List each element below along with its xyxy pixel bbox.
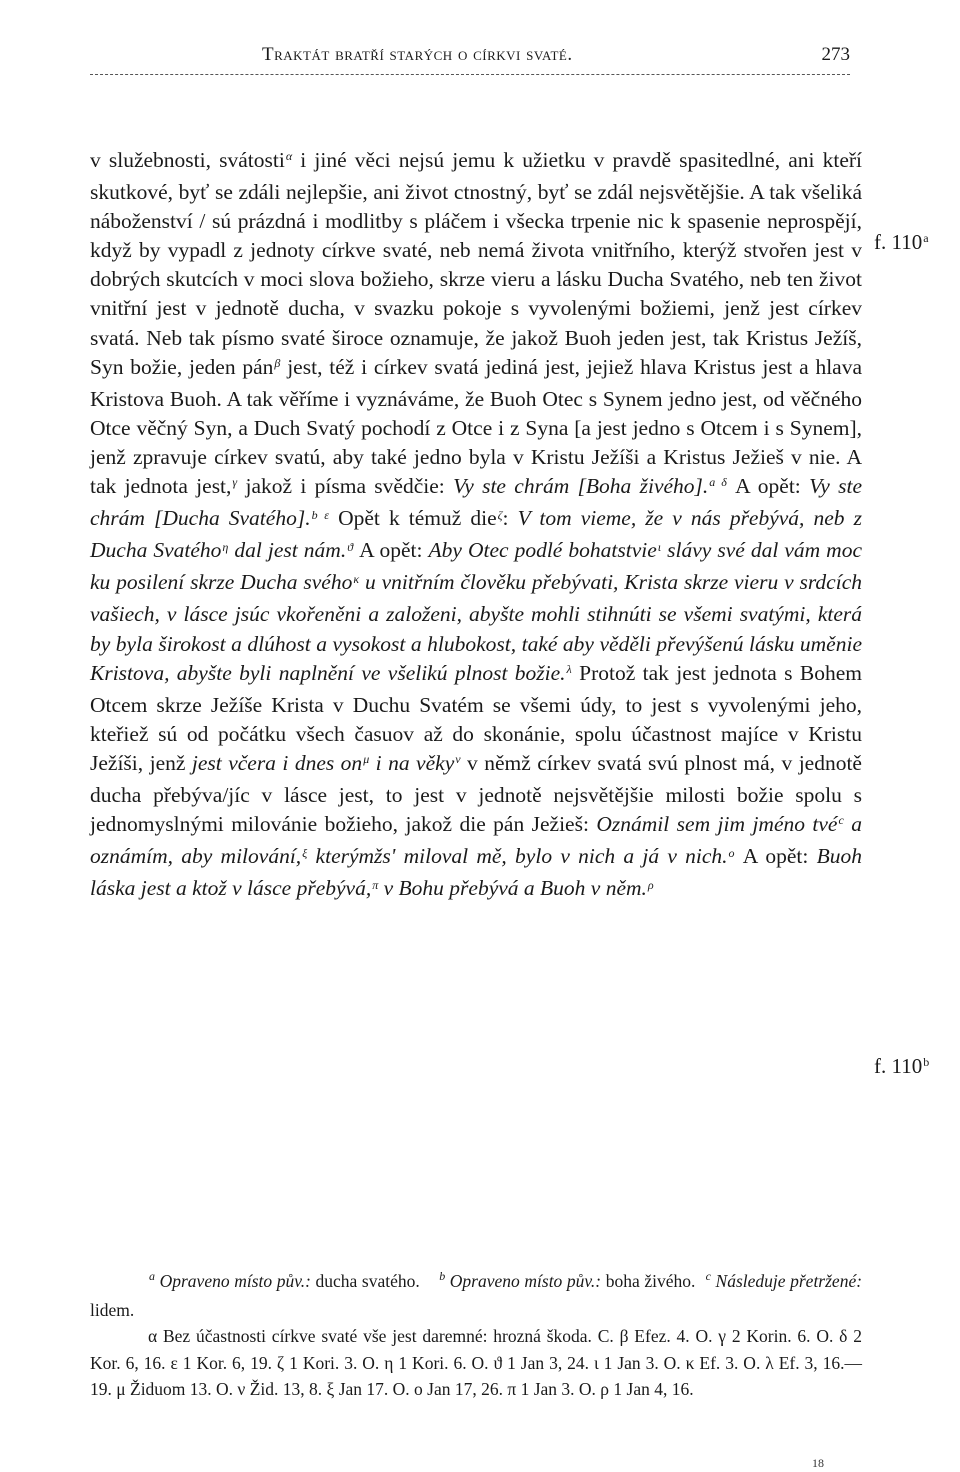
scripture-quote: Vy ste chrám [Boha živého]. (453, 474, 709, 499)
footnote-marker: ξ (302, 845, 308, 860)
margin-note-text: f. 110 (874, 230, 923, 254)
signature-mark: 18 (812, 1456, 824, 1470)
footnote-marker: η (222, 539, 229, 554)
footnote-marker: λ (566, 662, 572, 676)
footnote-label: Následuje přetržené: (715, 1271, 863, 1291)
scripture-quote: v Bohu přebývá a Buoh v něm. (378, 876, 647, 901)
footnote-marker: c (838, 813, 844, 828)
body-text: Protož tak jest jednota s Bohem Otcem skrze Ježíše Krista v Duchu Svatém se všemi údy, to jest s vyvolenými jeho, kteřiež sú od počátku všech časuov až do skonánie, spolu účastnost majíce v Kristu Ježíši, jenž (90, 660, 862, 775)
page-number: 273 (821, 44, 850, 65)
footnote-marker: ο (728, 845, 735, 860)
footnote-marker: μ (363, 752, 370, 767)
footnote-marker: γ (232, 475, 238, 490)
scripture-quote: i na věky (369, 750, 455, 775)
footnote-mark: b (439, 1269, 446, 1284)
scripture-quote: V tom vieme, že v nás přebývá, neb z Ducha Svatého (90, 506, 862, 563)
scripture-quote: jest včera i dnes on (191, 750, 363, 775)
footnote-text: boha živého. (601, 1271, 696, 1291)
footnote-marker: ρ (647, 877, 654, 892)
footnote-marker: π (372, 877, 379, 892)
body-text: Opět k témuž die (329, 506, 497, 531)
body-text: i jiné věci nejsú jemu k užietku v pravdě spasitedlné, ani kteří skutkové, byť se zdáli nejlepšie, ani život ctnostný, byť se zdál nejsvětějšie. A tak všeliká náboženství / sú prázdná i modlitby s pláčem i všecka trpenie nic k spasenie neprospějí, když by vypadl z jednoty církve svaté, neb nemá života vnitřního, kterýž stvořen jest v dobrých skutcích v moci slova božieho, skrze vieru a lásku Ducha Svatého, neb ten život vnitřní jest v jednotě ducha, v svazku pokoje s vyvolenými božiemi, jenž jest církev svatá. Neb tak písmo svaté široce oznamuje, že jakož Buoh jeden jest, tak Kristus Ježíš, Syn božie, jeden pán (90, 148, 863, 379)
running-header (90, 44, 850, 76)
footnote-marker: α (285, 149, 293, 164)
footnote-marker: ν (455, 752, 461, 767)
margin-note-folio-110a (874, 230, 929, 255)
scripture-quote: Vy ste chrám [Ducha Svatého]. (90, 474, 862, 531)
main-text (90, 146, 862, 906)
margin-note-folio-110b (874, 1054, 929, 1079)
scripture-quote: Buoh láska jest a ktož v lásce přebývá, (90, 844, 862, 901)
margin-note-sup: a (923, 231, 929, 246)
margin-note-sup: b (923, 1055, 930, 1070)
footnote-marker: ϑ (347, 539, 354, 554)
footnote-mark: c (705, 1269, 711, 1284)
scripture-quote: Oznámil sem jim jméno tvé (596, 812, 838, 837)
scripture-quote: Aby Otec podlé bohatstvie (428, 538, 657, 563)
body-text: A opět: (726, 474, 810, 499)
scripture-quote: a oznámím, aby milování, (90, 812, 862, 869)
body-text: jakož i písma svědčie: (237, 474, 454, 499)
scripture-quote: kterýmžs' miloval mě, bylo v nich a já v nich. (307, 844, 728, 869)
body-text: v služebnosti, svátosti (90, 148, 285, 172)
margin-note-text: f. 110 (874, 1054, 923, 1078)
body-text: jest, též i církev svatá jediná jest, jejiež hlava Kristus jest a hlava Kristova Buoh. A tak věříme i vyznáváme, že Buoh Otec s Synem jedno jest, od věčného Otce věčný Syn, a Duch Svatý pochodí z Otce i z Syna [a jest jedno s Otcem i s Synem], jenž zpravuje církev svatú, aby také jedno byla v Kristu Ježíši a Kristus Ježieš v nie. A tak jednota jest, (90, 354, 862, 499)
scripture-quote: dal jest nám. (228, 538, 347, 563)
body-text: v němž církev svatá svú plnost má, v jednotě ducha přebýva/jíc v lásce jest, to jest v jednotě nejsvětějšie milosti božie spolu s jednomyslnými milovánie božieho, jakož die pán Ježieš: (90, 750, 862, 837)
footnote-marker: β (274, 356, 281, 371)
footnotes (90, 1268, 862, 1403)
footnote-text: lidem. (90, 1299, 135, 1320)
body-text: A opět: (734, 844, 817, 869)
footnote-marker: a δ (709, 475, 727, 490)
footnote-marker: ι (657, 539, 662, 554)
header-rule (90, 74, 850, 75)
body-text: A opět: (353, 538, 429, 563)
footnote-mark: a (149, 1269, 155, 1284)
footnote-text: ducha svatého. (310, 1271, 420, 1291)
footnote-marker: ζ (497, 507, 503, 522)
footnote-label: Opraveno místo pův.: (449, 1271, 602, 1291)
body-text: : (502, 506, 518, 531)
scripture-quote: slávy své dal vám moc ku posilení skrze Ducha svého (90, 538, 862, 595)
footnote-label: Opraveno místo pův.: (159, 1271, 311, 1291)
editorial-footnotes (90, 1268, 862, 1323)
running-title: Traktát bratří starých o církvi svaté. (262, 44, 573, 65)
body-paragraph (90, 146, 862, 906)
footnote-marker: b ε (311, 507, 330, 522)
scripture-footnotes: α Bez účastnosti církve svaté vše jest daremné: hrozná škoda. C. β Efez. 4. O. γ 2 Korin. 6. O. δ 2 Kor. 6, 16. ε 1 Kor. 6, 19. ζ 1 Kori. 3. O. η 1 Kori. 6. O. ϑ 1 Jan 3, 24. ι 1 Jan 3. O. κ Ef. 3. O. λ Ef. 3, 16.—19. μ Židuom 13. O. ν Žid. 13, 8. ξ Jan 17. O. ο Jan 17, 26. π 1 Jan 3. O. ρ 1 Jan 4, 16. (90, 1326, 862, 1399)
scripture-quote: u vnitřním člověku přebývati, Krista skrze vieru v srdcích vašiech, v lásce jsúc vkořeněni a založeni, abyšte mohli stihnúti se všemi svatými, která by byla širokost a dlúhost a vysokost a hlubokost, také aby věděli převýšenú lásku uměnie Kristova, abyšte byli naplnění ve všelikú plnost božie. (90, 570, 862, 685)
footnote-marker: κ (353, 571, 360, 586)
